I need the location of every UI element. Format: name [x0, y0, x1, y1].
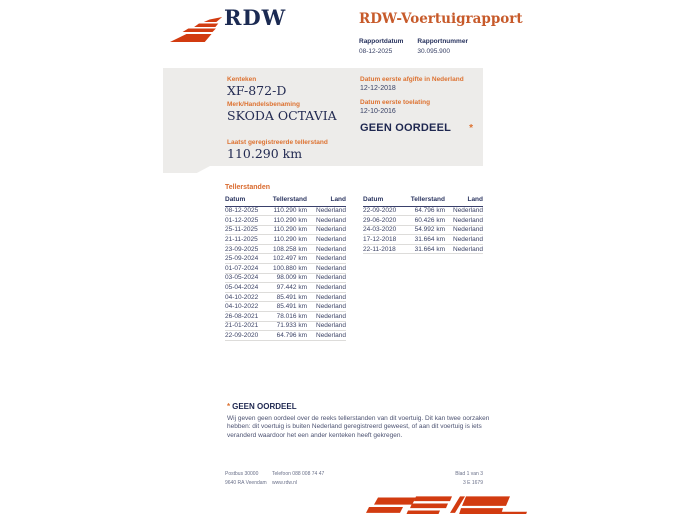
cell-tellerstand: 100.880 km: [273, 264, 307, 272]
cell-tellerstand: 64.796 km: [276, 332, 307, 340]
col-header-datum: Datum: [225, 196, 246, 203]
cell-tellerstand: 78.016 km: [276, 312, 307, 320]
section-title-tellerstanden: Tellerstanden: [225, 184, 270, 191]
rdw-logo-text: RDW: [224, 5, 287, 30]
cell-datum: 22-09-2020: [225, 332, 259, 340]
footnote-title-text: GEEN OORDEEL: [232, 402, 297, 411]
table-row: [225, 322, 346, 332]
col-header-land: Land: [330, 196, 346, 203]
cell-land: Nederland: [316, 312, 346, 320]
table-row: [225, 302, 346, 312]
cell-land: Nederland: [453, 216, 483, 224]
table-header: [363, 194, 483, 207]
verdict-asterisk: *: [469, 123, 473, 134]
cell-datum: 22-09-2020: [363, 207, 397, 215]
table-body: [225, 207, 346, 341]
table-row: [225, 207, 346, 217]
table-row: [225, 235, 346, 245]
cell-land: Nederland: [453, 226, 483, 234]
cell-datum: 01-07-2024: [225, 264, 259, 272]
footnote-title: [227, 402, 505, 411]
table-header: [225, 194, 346, 207]
cell-land: Nederland: [453, 207, 483, 215]
cell-tellerstand: 108.258 km: [273, 245, 307, 253]
cell-tellerstand: 97.442 km: [276, 284, 307, 292]
report-date-value: 08-12-2025: [359, 47, 393, 55]
report-number-block: [417, 38, 468, 55]
table-row: [225, 245, 346, 255]
col-header-tellerstand: Tellerstand: [272, 196, 307, 203]
cell-land: Nederland: [316, 284, 346, 292]
meter-label: Laatst geregistreerde tellerstand: [227, 139, 328, 146]
cell-tellerstand: 110.290 km: [273, 236, 307, 244]
cell-datum: 26-08-2021: [225, 312, 259, 320]
cell-datum: 05-04-2024: [225, 284, 259, 292]
cell-tellerstand: 110.290 km: [273, 216, 307, 224]
cell-tellerstand: 110.290 km: [273, 207, 307, 215]
table-row: [363, 245, 483, 255]
cell-datum: 24-03-2020: [363, 226, 397, 234]
report-date-block: [359, 38, 403, 55]
cell-land: Nederland: [316, 226, 346, 234]
col-header-land: Land: [467, 196, 483, 203]
cell-datum: 29-06-2020: [363, 216, 397, 224]
cell-tellerstand: 71.933 km: [276, 322, 307, 330]
footer-address-line1: Postbus 30000: [225, 471, 259, 477]
table-row: [363, 216, 483, 226]
cell-land: Nederland: [316, 274, 346, 282]
cell-datum: 22-11-2018: [363, 245, 396, 253]
footer-contact: [272, 470, 324, 488]
cell-tellerstand: 64.796 km: [414, 207, 445, 215]
cell-datum: 17-12-2018: [363, 236, 397, 244]
toelating-value: 12-10-2016: [360, 108, 396, 115]
afgifte-label: Datum eerste afgifte in Nederland: [360, 76, 464, 83]
cell-land: Nederland: [453, 245, 483, 253]
kenteken-value: XF-872-D: [227, 83, 287, 98]
cell-tellerstand: 85.491 km: [276, 293, 307, 301]
cell-land: Nederland: [316, 293, 346, 301]
report-number-value: 30.095.900: [417, 47, 450, 55]
table-row: [363, 226, 483, 236]
cell-tellerstand: 102.497 km: [273, 255, 307, 263]
table-row: [225, 331, 346, 341]
footer-page-info: [455, 470, 483, 488]
table-row: [225, 312, 346, 322]
report-number-label: Rapportnummer: [417, 38, 468, 45]
verdict-footnote: [227, 402, 505, 441]
rdw-wing-decoration-icon: [366, 494, 528, 514]
table-row: [225, 216, 346, 226]
cell-tellerstand: 54.992 km: [414, 226, 445, 234]
tellerstanden-table-right: [363, 194, 483, 254]
summary-box-step: [163, 166, 210, 173]
report-date-label: Rapportdatum: [359, 38, 404, 45]
cell-land: Nederland: [316, 322, 346, 330]
footer-phone: Telefoon 088 008 74 47: [272, 471, 325, 477]
vehicle-summary-box: [163, 68, 483, 166]
cell-datum: 21-01-2021: [225, 322, 259, 330]
cell-tellerstand: 31.664 km: [414, 236, 445, 244]
merk-value: SKODA OCTAVIA: [227, 108, 337, 123]
meter-value: 110.290 km: [227, 146, 303, 161]
verdict-text: GEEN OORDEEL: [360, 122, 452, 134]
footer-address: [225, 470, 267, 488]
table-row: [225, 283, 346, 293]
cell-land: Nederland: [316, 207, 346, 215]
table-row: [363, 235, 483, 245]
footer-website: www.rdw.nl: [272, 480, 298, 486]
report-meta: [359, 38, 468, 55]
table-row: [225, 254, 346, 264]
cell-land: Nederland: [316, 216, 346, 224]
rdw-wing-logo-icon: [169, 15, 227, 43]
cell-tellerstand: 60.426 km: [414, 216, 445, 224]
footer-page-number: Blad 1 van 3: [455, 471, 483, 477]
cell-land: Nederland: [316, 245, 346, 253]
table-row: [225, 226, 346, 236]
cell-datum: 04-10-2022: [225, 303, 259, 311]
table-row: [225, 293, 346, 303]
cell-land: Nederland: [316, 264, 346, 272]
table-row: [225, 264, 346, 274]
merk-label: Merk/Handelsbenaming: [227, 101, 300, 108]
footer-address-line2: 9640 RA Veendam: [225, 480, 267, 486]
cell-datum: 03-05-2024: [225, 274, 259, 282]
cell-tellerstand: 98.009 km: [276, 274, 307, 282]
cell-land: Nederland: [316, 255, 346, 263]
cell-datum: 04-10-2022: [225, 293, 259, 301]
table-body: [363, 207, 483, 255]
kenteken-label: Kenteken: [227, 76, 257, 83]
tellerstanden-table-left: [225, 194, 346, 341]
toelating-label: Datum eerste toelating: [360, 99, 431, 106]
footnote-body: Wij geven geen oordeel over de reeks tellerstanden van dit voertuig. Dit kan twee oorzaken hebben: dit voertuig is buiten Nederland geregistreerd geweest, of aan dit voertuig is iets veranderd waardoor het een ander kenteken heeft gekregen.: [227, 414, 490, 440]
cell-tellerstand: 85.491 km: [276, 303, 307, 311]
table-row: [363, 207, 483, 217]
cell-land: Nederland: [316, 236, 346, 244]
cell-land: Nederland: [316, 332, 346, 340]
cell-datum: 01-12-2025: [225, 216, 259, 224]
document-title: RDW-Voertuigrapport: [359, 11, 523, 27]
footnote-asterisk: *: [227, 402, 231, 411]
footer-form-code: 3 E 1679: [462, 480, 483, 486]
table-row: [225, 274, 346, 284]
cell-datum: 25-11-2025: [225, 226, 258, 234]
cell-land: Nederland: [316, 303, 346, 311]
afgifte-value: 12-12-2018: [360, 85, 396, 92]
cell-datum: 21-11-2025: [225, 236, 258, 244]
cell-tellerstand: 31.664 km: [414, 245, 445, 253]
cell-datum: 25-09-2024: [225, 255, 259, 263]
cell-land: Nederland: [453, 236, 483, 244]
cell-datum: 23-09-2025: [225, 245, 259, 253]
col-header-datum: Datum: [363, 196, 384, 203]
cell-tellerstand: 110.290 km: [273, 226, 307, 234]
cell-datum: 08-12-2025: [225, 207, 259, 215]
col-header-tellerstand: Tellerstand: [410, 196, 445, 203]
